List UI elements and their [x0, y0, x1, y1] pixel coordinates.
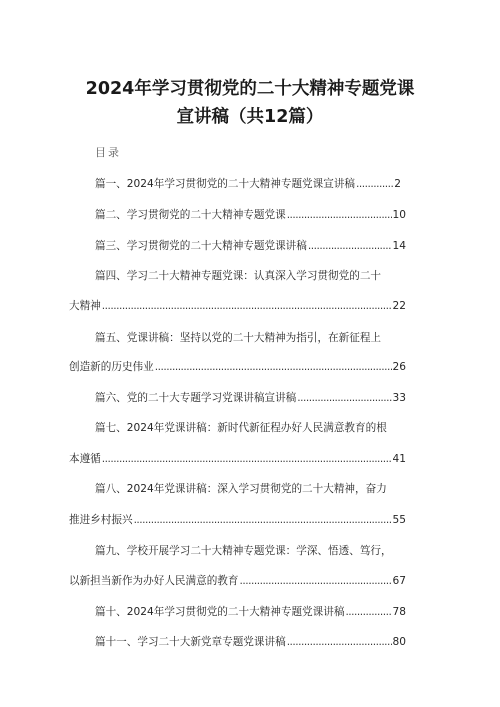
toc-entry-title: 篇十、2024年学习贯彻党的二十大精神专题党课讲稿	[95, 606, 345, 618]
toc-leader-dots	[102, 298, 392, 314]
toc-leader-dots	[134, 512, 392, 528]
toc-entry-2[interactable]	[95, 207, 406, 223]
toc-entry-title: 篇六、党的二十大专题学习党课讲稿宣讲稿	[95, 392, 297, 404]
toc-entry-title: 篇十一、学习二十大新党章专题党课讲稿	[95, 636, 286, 648]
toc-page-number: 41	[392, 453, 406, 465]
toc-heading: 目录	[95, 146, 121, 159]
toc-page-number: 67	[392, 575, 406, 587]
toc-entry-9[interactable]	[69, 573, 406, 589]
toc-page-number: 22	[392, 300, 406, 312]
toc-leader-dots	[297, 390, 391, 406]
toc-entry-7-line-1[interactable]: 篇七、2024年党课讲稿：新时代新征程办好人民满意教育的根	[95, 422, 387, 434]
toc-page-number: 2	[394, 178, 401, 190]
toc-entry-8-line-1[interactable]: 篇八、2024年党课讲稿：深入学习贯彻党的二十大精神，奋力	[95, 483, 387, 495]
toc-page-number: 26	[392, 361, 406, 373]
toc-entry-title: 篇一、2024年学习贯彻党的二十大精神专题党课宣讲稿	[95, 178, 356, 190]
toc-leader-dots	[102, 451, 392, 467]
toc-leader-dots	[356, 176, 393, 192]
document-title-line-2: 宣讲稿（共12篇）	[176, 107, 324, 127]
toc-entry-title: 推进乡村振兴	[69, 514, 133, 526]
toc-leader-dots	[308, 238, 392, 254]
toc-entry-title: 大精神	[69, 300, 101, 312]
document-title-line-1: 2024年学习贯彻党的二十大精神专题党课	[85, 79, 415, 99]
toc-entry-5[interactable]	[69, 359, 406, 375]
toc-entry-3[interactable]	[95, 238, 406, 254]
toc-page-number: 55	[392, 514, 406, 526]
toc-entry-4[interactable]	[69, 298, 406, 314]
toc-entry-6[interactable]	[95, 390, 406, 406]
toc-page-number: 33	[392, 392, 406, 404]
toc-entry-title: 篇二、学习贯彻党的二十大精神专题党课	[95, 209, 286, 221]
toc-entry-4-line-1[interactable]: 篇四、学习二十大精神专题党课：认真深入学习贯彻党的二十	[95, 270, 382, 282]
toc-page-number: 80	[392, 636, 406, 648]
toc-entry-8[interactable]	[69, 512, 406, 528]
toc-entry-9-line-1[interactable]: 篇九、学校开展学习二十大精神专题党课：学深、悟透、笃行，	[95, 545, 392, 557]
toc-entry-11[interactable]	[95, 634, 406, 650]
toc-entry-title: 本遵循	[69, 453, 101, 465]
toc-page-number: 14	[392, 240, 406, 252]
toc-entry-title: 创造新的历史伟业	[69, 361, 154, 373]
toc-entry-5-line-1[interactable]: 篇五、党课讲稿：坚持以党的二十大精神为指引，在新征程上	[95, 332, 382, 344]
toc-page-number: 78	[392, 606, 406, 618]
toc-leader-dots	[240, 573, 392, 589]
toc-entry-10[interactable]	[95, 604, 406, 620]
toc-entry-title: 篇三、学习贯彻党的二十大精神专题党课讲稿	[95, 240, 307, 252]
toc-page-number: 10	[392, 209, 406, 221]
toc-leader-dots	[287, 634, 392, 650]
toc-leader-dots	[345, 604, 391, 620]
toc-leader-dots	[287, 207, 392, 223]
toc-entry-title: 以新担当新作为办好人民满意的教育	[69, 575, 239, 587]
toc-leader-dots	[155, 359, 392, 375]
toc-entry-7[interactable]	[69, 451, 406, 467]
toc-entry-1[interactable]	[95, 176, 401, 192]
